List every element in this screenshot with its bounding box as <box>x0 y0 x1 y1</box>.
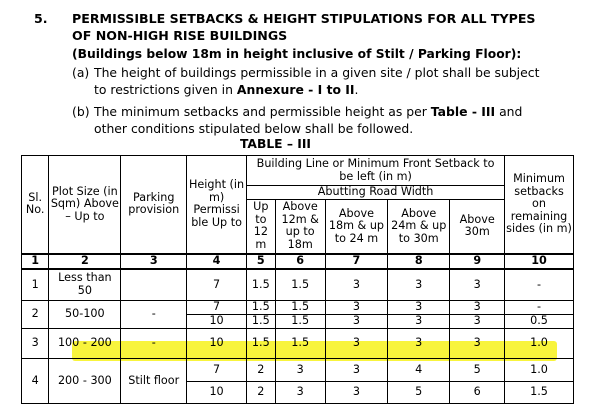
section-number: 5. <box>34 11 48 26</box>
cell-c6: 1.5 <box>275 315 325 329</box>
col-number: 9 <box>450 254 505 269</box>
col-number: 4 <box>187 254 247 269</box>
cell-parking: - <box>121 301 187 329</box>
header-road-col-1: Up to 12 m <box>247 200 275 254</box>
header-road-col-2: Above 12m & up to 18m <box>275 200 325 254</box>
cell-c9: 5 <box>450 359 505 382</box>
cell-c9: 3 <box>450 329 505 359</box>
header-plot-size: Plot Size (in Sqm) Above – Up to <box>49 156 121 254</box>
cell-c5: 1.5 <box>247 315 275 329</box>
col-number: 6 <box>275 254 325 269</box>
col-number: 3 <box>121 254 187 269</box>
cell-c6: 3 <box>275 359 325 382</box>
paragraph-b-label: (b) <box>72 104 90 119</box>
cell-c8: 5 <box>388 382 450 404</box>
cell-height: 7 <box>187 301 247 315</box>
cell-c10: - <box>505 301 574 315</box>
cell-c9: 3 <box>450 269 505 301</box>
col-number: 10 <box>505 254 574 269</box>
col-number: 5 <box>247 254 275 269</box>
cell-c7: 3 <box>325 382 387 404</box>
cell-plot: Less than 50 <box>49 269 121 301</box>
setback-table <box>21 155 574 404</box>
cell-sl: 2 <box>22 301 49 329</box>
cell-c10: 0.5 <box>505 315 574 329</box>
cell-height: 7 <box>187 359 247 382</box>
cell-parking: Stilt floor <box>121 359 187 404</box>
cell-height: 10 <box>187 315 247 329</box>
cell-c7: 3 <box>325 269 387 301</box>
cell-c5: 1.5 <box>247 301 275 315</box>
header-road-col-4: Above 24m & up to 30m <box>388 200 450 254</box>
cell-c5: 1.5 <box>247 329 275 359</box>
col-number: 8 <box>388 254 450 269</box>
column-number-row <box>22 254 574 269</box>
cell-c7: 3 <box>325 359 387 382</box>
cell-c6: 1.5 <box>275 301 325 315</box>
table-title: TABLE – III <box>240 137 311 151</box>
annexure-reference: Annexure - I to II <box>236 82 355 97</box>
cell-c9: 3 <box>450 301 505 315</box>
cell-c8: 3 <box>388 301 450 315</box>
paragraph-a-end: . <box>354 82 359 97</box>
heading-line-2: OF NON-HIGH RISE BUILDINGS <box>72 28 288 43</box>
col-number: 7 <box>325 254 387 269</box>
paragraph-b-end: and <box>495 104 523 119</box>
cell-c7: 3 <box>325 301 387 315</box>
cell-c10: - <box>505 269 574 301</box>
header-sl: Sl. No. <box>22 156 49 254</box>
cell-height: 10 <box>187 382 247 404</box>
header-road-col-3: Above 18m & up to 24 m <box>325 200 387 254</box>
table-row <box>22 359 574 382</box>
cell-sl: 4 <box>22 359 49 404</box>
cell-c5: 1.5 <box>247 269 275 301</box>
paragraph-b-line-1 <box>94 103 522 120</box>
cell-c8: 4 <box>388 359 450 382</box>
heading-line-3: (Buildings below 18m in height inclusive of Stilt / Parking Floor): <box>72 47 522 61</box>
table-reference: Table - III <box>430 104 496 119</box>
cell-c9: 3 <box>450 315 505 329</box>
heading-line-1: PERMISSIBLE SETBACKS & HEIGHT STIPULATIONS FOR ALL TYPES <box>72 11 536 26</box>
cell-c10: 1.0 <box>505 329 574 359</box>
cell-plot: 50-100 <box>49 301 121 329</box>
header-height: Height (in m) Permissi ble Up to <box>187 156 247 254</box>
cell-parking <box>121 269 187 301</box>
header-building-line: Building Line or Minimum Front Setback to be left (in m) <box>247 156 505 186</box>
cell-sl: 1 <box>22 269 49 301</box>
col-number: 1 <box>22 254 49 269</box>
cell-c8: 3 <box>388 329 450 359</box>
cell-plot: 200 - 300 <box>49 359 121 404</box>
header-abutting-road: Abutting Road Width <box>247 186 505 200</box>
cell-c5: 2 <box>247 382 275 404</box>
cell-parking: - <box>121 329 187 359</box>
header-road-col-5: Above 30m <box>450 200 505 254</box>
col-number: 2 <box>49 254 121 269</box>
paragraph-a-line-2 <box>94 81 359 98</box>
cell-c6: 1.5 <box>275 269 325 301</box>
cell-c9: 6 <box>450 382 505 404</box>
header-row-1 <box>22 156 574 186</box>
cell-c10: 1.0 <box>505 359 574 382</box>
cell-height: 10 <box>187 329 247 359</box>
table-row <box>22 301 574 315</box>
cell-c7: 3 <box>325 329 387 359</box>
table-row-highlighted <box>22 329 574 359</box>
cell-plot: 100 - 200 <box>49 329 121 359</box>
cell-c5: 2 <box>247 359 275 382</box>
cell-c10: 1.5 <box>505 382 574 404</box>
paragraph-a-line-1: The height of buildings permissible in a given site / plot shall be subject <box>94 65 540 80</box>
paragraph-b-text: The minimum setbacks and permissible height as per <box>94 104 431 119</box>
header-min-setbacks: Minimum setbacks on remaining sides (in m) <box>505 156 574 254</box>
paragraph-b-line-2: other conditions stipulated below shall be followed. <box>94 121 414 136</box>
cell-c6: 1.5 <box>275 329 325 359</box>
cell-c8: 3 <box>388 269 450 301</box>
header-parking: Parking provision <box>121 156 187 254</box>
cell-c7: 3 <box>325 315 387 329</box>
cell-c6: 3 <box>275 382 325 404</box>
table-row <box>22 269 574 301</box>
paragraph-a-text: to restrictions given in <box>94 82 237 97</box>
cell-c8: 3 <box>388 315 450 329</box>
cell-sl: 3 <box>22 329 49 359</box>
cell-height: 7 <box>187 269 247 301</box>
paragraph-a-label: (a) <box>72 65 90 80</box>
